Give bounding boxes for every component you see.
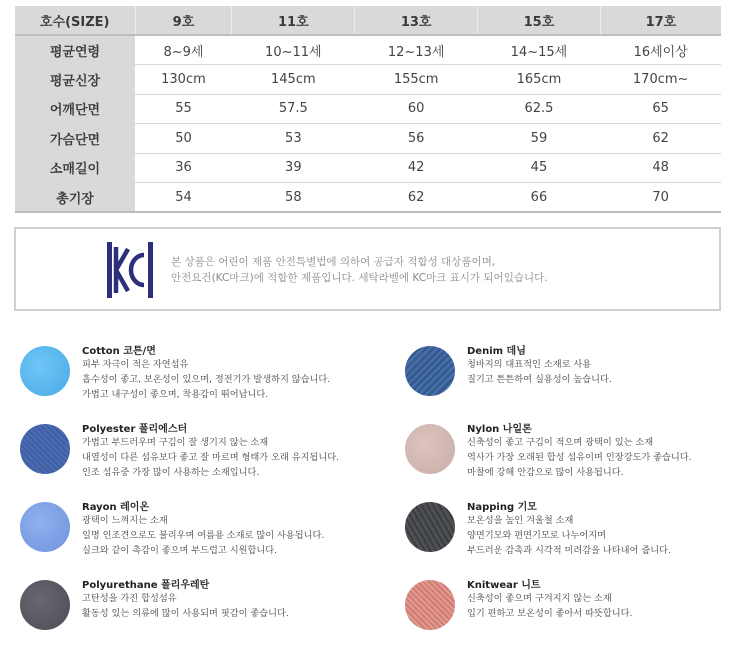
- table-row: [15, 65, 721, 95]
- table-cell: 59: [478, 124, 601, 154]
- header-cell: 호수(SIZE): [15, 6, 135, 36]
- nylon-swatch: [405, 424, 455, 474]
- table-cell: 165cm: [478, 65, 601, 95]
- table-cell: 39: [232, 153, 355, 183]
- fabric-title: Cotton 코튼/면: [82, 346, 156, 357]
- fabric-napping: [405, 498, 735, 578]
- table-cell: 155cm: [355, 65, 478, 95]
- fabric-title: Nylon 나일론: [467, 424, 532, 435]
- table-cell: 10~11세: [232, 35, 355, 65]
- table-cell: 57.5: [232, 94, 355, 124]
- fabric-line: 인조 섬유중 가장 많이 사용하는 소재입니다.: [82, 467, 260, 479]
- header-cell: 17호: [600, 6, 721, 36]
- table-cell: 62.5: [478, 94, 601, 124]
- table-cell: 50: [135, 124, 232, 154]
- table-row: [15, 183, 721, 213]
- fabric-title: Knitwear 니트: [467, 580, 541, 591]
- table-cell: 65: [600, 94, 721, 124]
- table-cell: 55: [135, 94, 232, 124]
- header-cell: 13호: [355, 6, 478, 36]
- table-cell: 70: [600, 183, 721, 213]
- fabric-line: 질기고 튼튼하여 실용성이 높습니다.: [467, 374, 612, 386]
- fabric-line: 내열성이 다른 섬유보다 좋고 잘 마르며 형태가 오래 유지됩니다.: [82, 452, 340, 464]
- fabric-title: Polyurethane 폴리우레탄: [82, 580, 210, 591]
- fabric-description: [467, 513, 739, 559]
- table-cell: 56: [355, 124, 478, 154]
- table-row: [15, 153, 721, 183]
- fabric-line: 역사가 가장 오래된 합성 섬유이며 인장강도가 좋습니다.: [467, 452, 692, 464]
- fabric-line: 마찰에 강해 안감으로 많이 사용됩니다.: [467, 467, 624, 479]
- fabric-description: [82, 513, 362, 559]
- fabric-polyurethane: [20, 576, 350, 656]
- table-cell: 62: [355, 183, 478, 213]
- fabric-line: 보온성을 높인 겨울철 소재: [467, 515, 574, 526]
- header-cell: 15호: [478, 6, 601, 36]
- fabric-line: 고탄성을 가진 합성섬유: [82, 593, 177, 604]
- fabric-line: 실크와 같이 촉감이 좋으며 부드럽고 시원합니다.: [82, 545, 278, 557]
- row-label: 소매길이: [15, 153, 135, 183]
- header-cell: 11호: [232, 6, 355, 36]
- fabric-description: [82, 591, 362, 621]
- fabric-line: 청바지의 대표적인 소재로 사용: [467, 359, 592, 370]
- fabric-denim: [405, 342, 735, 422]
- kc-notice-text: [171, 254, 711, 286]
- fabric-line: 활동성 있는 의류에 많이 사용되며 핏감이 좋습니다.: [82, 608, 289, 620]
- fabric-rayon: [20, 498, 350, 578]
- cotton-swatch: [20, 346, 70, 396]
- kc-notice-box: [14, 227, 721, 311]
- table-cell: 170cm~: [600, 65, 721, 95]
- table-cell: 48: [600, 153, 721, 183]
- kc-notice-line: 안전요건(KC마크)에 적합한 제품입니다. 세탁라벨에 KC마크 표시가 되어있습니다.: [171, 272, 548, 284]
- table-cell: 12~13세: [355, 35, 478, 65]
- fabric-line: 가볍고 내구성이 좋으며, 착용감이 뛰어납니다.: [82, 389, 269, 401]
- header-cell: 9호: [135, 6, 232, 36]
- table-cell: 145cm: [232, 65, 355, 95]
- fabric-description: [82, 435, 362, 481]
- polyester-swatch: [20, 424, 70, 474]
- fabric-title: Napping 기모: [467, 502, 537, 513]
- fabric-title: Denim 데님: [467, 346, 526, 357]
- row-label: 어깨단면: [15, 94, 135, 124]
- fabric-line: 가볍고 부드러우며 구김이 잘 생기지 않는 소재: [82, 437, 269, 448]
- fabric-knitwear: [405, 576, 735, 656]
- table-cell: 45: [478, 153, 601, 183]
- fabric-line: 입기 편하고 보온성이 좋아서 따뜻합니다.: [467, 608, 633, 620]
- table-cell: 54: [135, 183, 232, 213]
- knitwear-swatch: [405, 580, 455, 630]
- table-cell: 42: [355, 153, 478, 183]
- fabric-description: [467, 357, 739, 387]
- fabric-line: 일명 인조견으로도 불리우며 여름용 소재로 많이 사용됩니다.: [82, 530, 325, 542]
- table-cell: 14~15세: [478, 35, 601, 65]
- table-row: [15, 35, 721, 65]
- fabric-line: 신축성이 좋고 구김이 적으며 광택이 있는 소재: [467, 437, 654, 448]
- table-cell: 60: [355, 94, 478, 124]
- table-cell: 8~9세: [135, 35, 232, 65]
- fabric-line: 신축성이 좋으며 구겨지지 않는 소재: [467, 593, 612, 604]
- kc-notice-line: 본 상품은 어린이 제품 안전특별법에 의하여 공급자 적합성 대상품이며,: [171, 256, 496, 268]
- fabric-cotton: [20, 342, 350, 422]
- fabric-line: 광택이 느껴지는 소재: [82, 515, 168, 526]
- fabric-line: 흡수성이 좋고, 보온성이 있으며, 정전기가 발생하지 않습니다.: [82, 374, 331, 386]
- table-row: [15, 94, 721, 124]
- row-label: 가슴단면: [15, 124, 135, 154]
- row-label: 평균연령: [15, 35, 135, 65]
- size-table-header: [15, 6, 721, 36]
- table-cell: 62: [600, 124, 721, 154]
- napping-swatch: [405, 502, 455, 552]
- denim-swatch: [405, 346, 455, 396]
- row-label: 총기장: [15, 183, 135, 213]
- fabric-polyester: [20, 420, 350, 500]
- fabric-title: Rayon 레이온: [82, 502, 150, 513]
- fabric-description: [467, 591, 739, 621]
- fabric-title: Polyester 폴리에스터: [82, 424, 188, 435]
- table-cell: 66: [478, 183, 601, 213]
- polyurethane-swatch: [20, 580, 70, 630]
- rayon-swatch: [20, 502, 70, 552]
- fabric-nylon: [405, 420, 735, 500]
- kc-mark-icon: [106, 241, 154, 299]
- fabric-line: 피부 자극이 적은 자연섬유: [82, 359, 189, 370]
- fabric-description: [467, 435, 739, 481]
- table-cell: 58: [232, 183, 355, 213]
- fabric-line: 부드러운 감촉과 시각적 미려감을 나타내어 줍니다.: [467, 545, 671, 557]
- table-cell: 36: [135, 153, 232, 183]
- table-cell: 16세이상: [600, 35, 721, 65]
- row-label: 평균신장: [15, 65, 135, 95]
- table-cell: 53: [232, 124, 355, 154]
- fabric-line: 양면기모와 편면기모로 나누어지며: [467, 530, 606, 542]
- table-cell: 130cm: [135, 65, 232, 95]
- table-row: [15, 124, 721, 154]
- fabric-description: [82, 357, 362, 403]
- size-table: [15, 5, 721, 213]
